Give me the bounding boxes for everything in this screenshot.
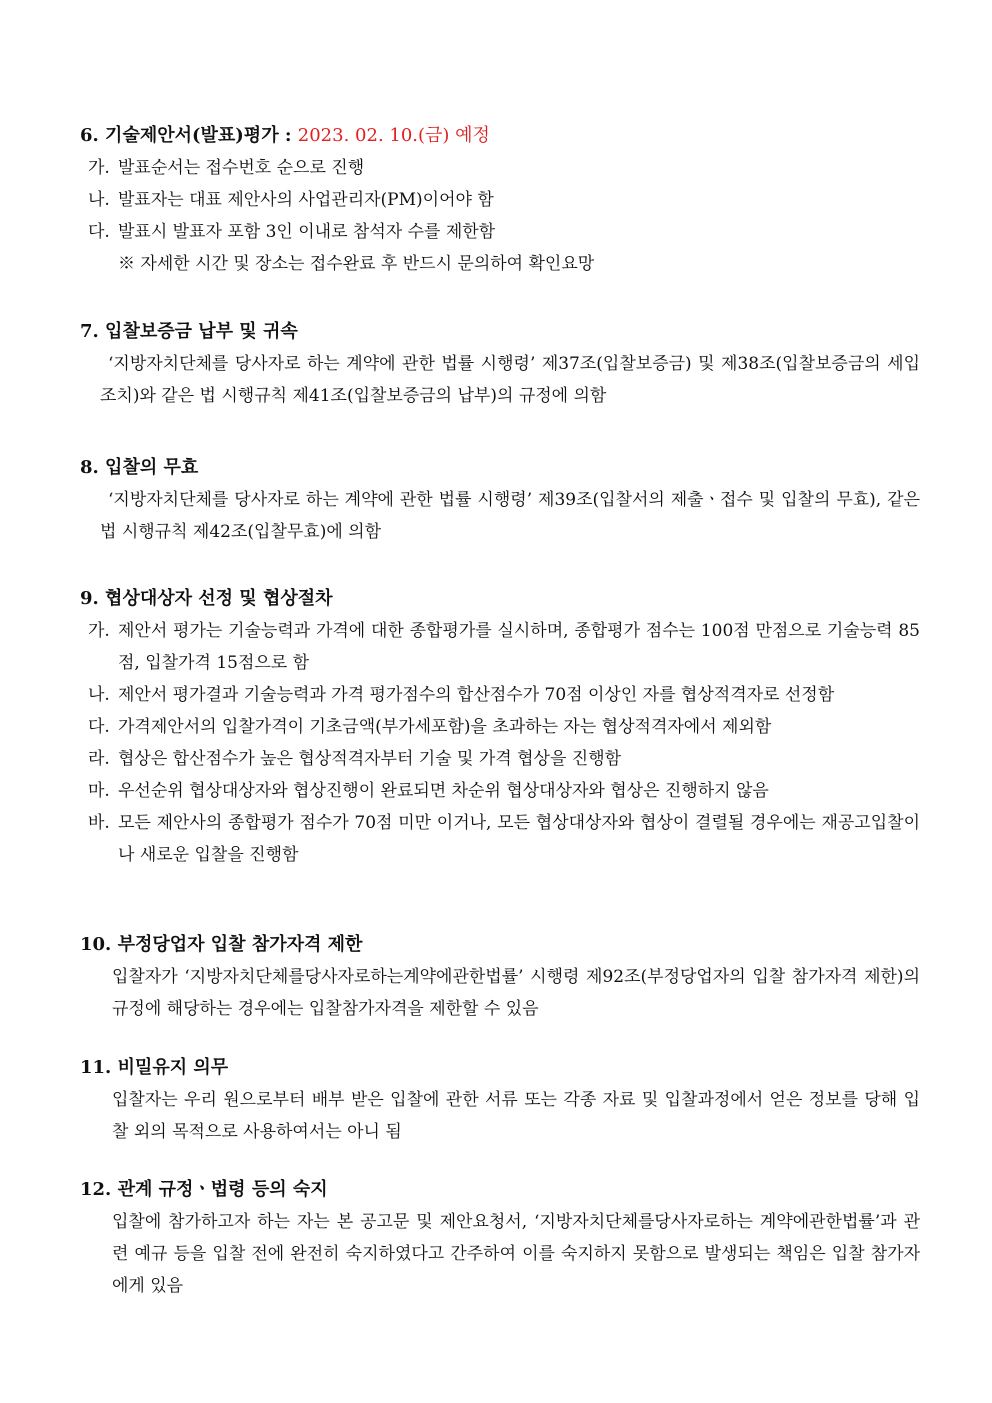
section-6-title: 6. 기술제안서(발표)평가 : [80, 125, 292, 146]
item-text: 제안서 평가는 기술능력과 가격에 대한 종합평가를 실시하며, 종합평가 점수는 100점 만점으로 기술능력 85점, 입찰가격 15점으로 함 [118, 621, 920, 673]
list-item [88, 807, 920, 871]
list-item [88, 679, 920, 711]
list-item [88, 711, 920, 743]
item-marker: 마. [88, 781, 110, 801]
section-8 [80, 454, 920, 548]
section-11 [80, 1054, 920, 1148]
list-item [88, 184, 920, 216]
list-item [88, 216, 920, 248]
section-9-title: 9. 협상대상자 선정 및 협상절차 [80, 588, 333, 609]
item-marker: 라. [88, 749, 110, 769]
item-marker: 가. [88, 158, 110, 178]
section-8-title: 8. 입찰의 무효 [80, 457, 199, 478]
item-marker: 바. [88, 813, 110, 833]
section-11-title: 11. 비밀유지 의무 [80, 1057, 229, 1078]
section-7-body: ‘지방자치단체를 당사자로 하는 계약에 관한 법률 시행령’ 제37조(입찰보증금) 및 제38조(입찰보증금의 세입조치)와 같은 법 시행규칙 제41조(입찰보증금의 납부)의 규정에 의함 [100, 354, 920, 406]
section-11-body: 입찰자는 우리 원으로부터 배부 받은 입찰에 관한 서류 또는 각종 자료 및 입찰과정에서 얻은 정보를 당해 입찰 외의 목적으로 사용하여서는 아니 됨 [112, 1090, 920, 1142]
item-marker: 다. [88, 717, 110, 737]
section-12 [80, 1176, 920, 1302]
item-text: 발표자는 대표 제안사의 사업관리자(PM)이어야 함 [118, 190, 494, 210]
section-6-note: ※ 자세한 시간 및 장소는 접수완료 후 반드시 문의하여 확인요망 [118, 254, 595, 274]
item-text: 발표순서는 접수번호 순으로 진행 [118, 158, 365, 178]
section-7-title: 7. 입찰보증금 납부 및 귀속 [80, 321, 298, 342]
item-text: 제안서 평가결과 기술능력과 가격 평가점수의 합산점수가 70점 이상인 자를 협상적격자로 선정함 [118, 685, 835, 705]
item-text: 모든 제안사의 종합평가 점수가 70점 미만 이거나, 모든 협상대상자와 협상이 결렬될 경우에는 재공고입찰이나 새로운 입찰을 진행함 [118, 813, 920, 865]
item-text: 협상은 합산점수가 높은 협상적격자부터 기술 및 가격 협상을 진행함 [118, 749, 622, 769]
section-6-heading [80, 122, 920, 150]
section-7 [80, 318, 920, 412]
section-9 [80, 585, 920, 871]
item-marker: 가. [88, 621, 110, 641]
list-item [88, 775, 920, 807]
item-marker: 나. [88, 190, 110, 210]
item-marker: 다. [88, 222, 110, 242]
list-item [88, 615, 920, 679]
item-marker: 나. [88, 685, 110, 705]
section-10 [80, 931, 920, 1025]
section-6 [80, 122, 920, 280]
section-12-body: 입찰에 참가하고자 하는 자는 본 공고문 및 제안요청서, ‘지방자치단체를당사자로하는 계약에관한법률’과 관련 예규 등을 입찰 전에 완전히 숙지하였다고 간주하여 이를 숙지하지 못함으로 발생되는 책임은 입찰 참가자에게 있음 [112, 1212, 920, 1296]
item-text: 가격제안서의 입찰가격이 기초금액(부가세포함)을 초과하는 자는 협상적격자에서 제외함 [118, 717, 772, 737]
section-8-body: ‘지방자치단체를 당사자로 하는 계약에 관한 법률 시행령’ 제39조(입찰서의 제출ㆍ접수 및 입찰의 무효), 같은 법 시행규칙 제42조(입찰무효)에 의함 [100, 490, 920, 542]
item-text: 우선순위 협상대상자와 협상진행이 완료되면 차순위 협상대상자와 협상은 진행하지 않음 [118, 781, 769, 801]
section-12-title: 12. 관계 규정ㆍ법령 등의 숙지 [80, 1179, 328, 1200]
list-item [88, 743, 920, 775]
section-6-date: 2023. 02. 10.(금) 예정 [297, 125, 490, 146]
item-text: 발표시 발표자 포함 3인 이내로 참석자 수를 제한함 [118, 222, 496, 242]
section-10-body: 입찰자가 ‘지방자치단체를당사자로하는계약에관한법률’ 시행령 제92조(부정당업자의 입찰 참가자격 제한)의 규정에 해당하는 경우에는 입찰참가자격을 제한할 수 있음 [112, 967, 920, 1019]
section-10-title: 10. 부정당업자 입찰 참가자격 제한 [80, 934, 363, 955]
list-item [88, 152, 920, 184]
